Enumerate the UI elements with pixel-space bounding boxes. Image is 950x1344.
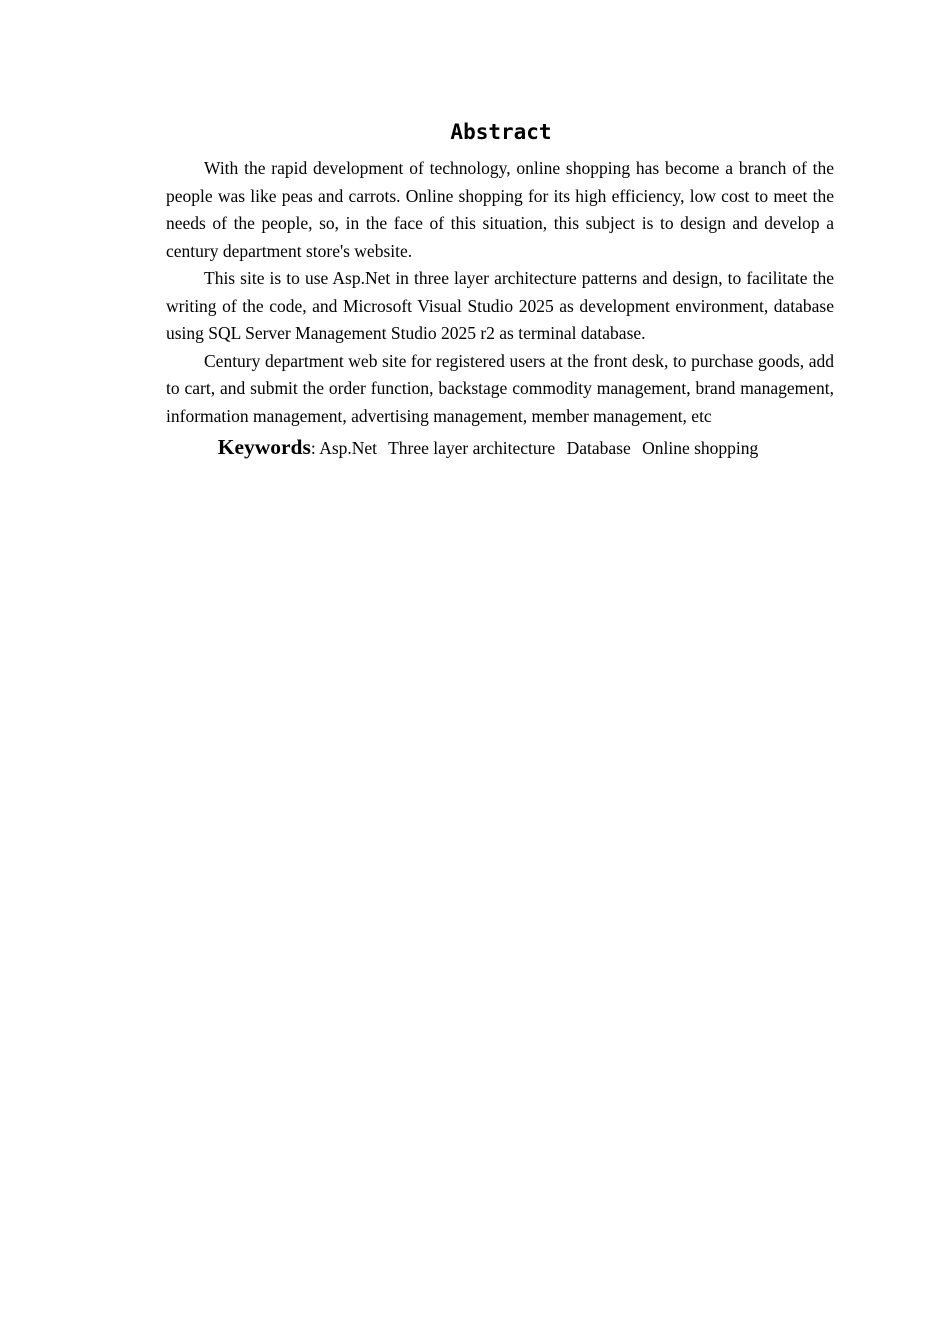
abstract-paragraph-1: With the rapid development of technology, online shopping has become a branch of the people was like peas and carrots. Online shopping for its high efficiency, low cost to meet the needs of the people, so, in the face of this situation, this subject is to design and develop a century department store's website.: [166, 158, 834, 261]
keywords-line: [166, 432, 834, 463]
abstract-title: Abstract: [450, 120, 552, 144]
keyword-term: Database: [566, 438, 631, 458]
keyword-term: Online shopping: [642, 438, 759, 458]
abstract-paragraph-3: Century department web site for registered users at the front desk, to purchase goods, add to cart, and submit the order function, backstage commodity management, brand management, information management, advertising management, member management, etc: [166, 350, 834, 426]
keyword-term: Asp.Net: [319, 438, 378, 458]
keywords-label: Keywords: [217, 435, 311, 459]
abstract-section: [166, 117, 834, 463]
keywords-separator: :: [310, 438, 316, 458]
keyword-term: Three layer architecture: [388, 438, 556, 458]
abstract-paragraph-2: This site is to use Asp.Net in three layer architecture patterns and design, to facilitate the writing of the code, and Microsoft Visual Studio 2025 as development environment, database using SQL Server Management Studio 2025 r2 as terminal database.: [166, 268, 834, 343]
